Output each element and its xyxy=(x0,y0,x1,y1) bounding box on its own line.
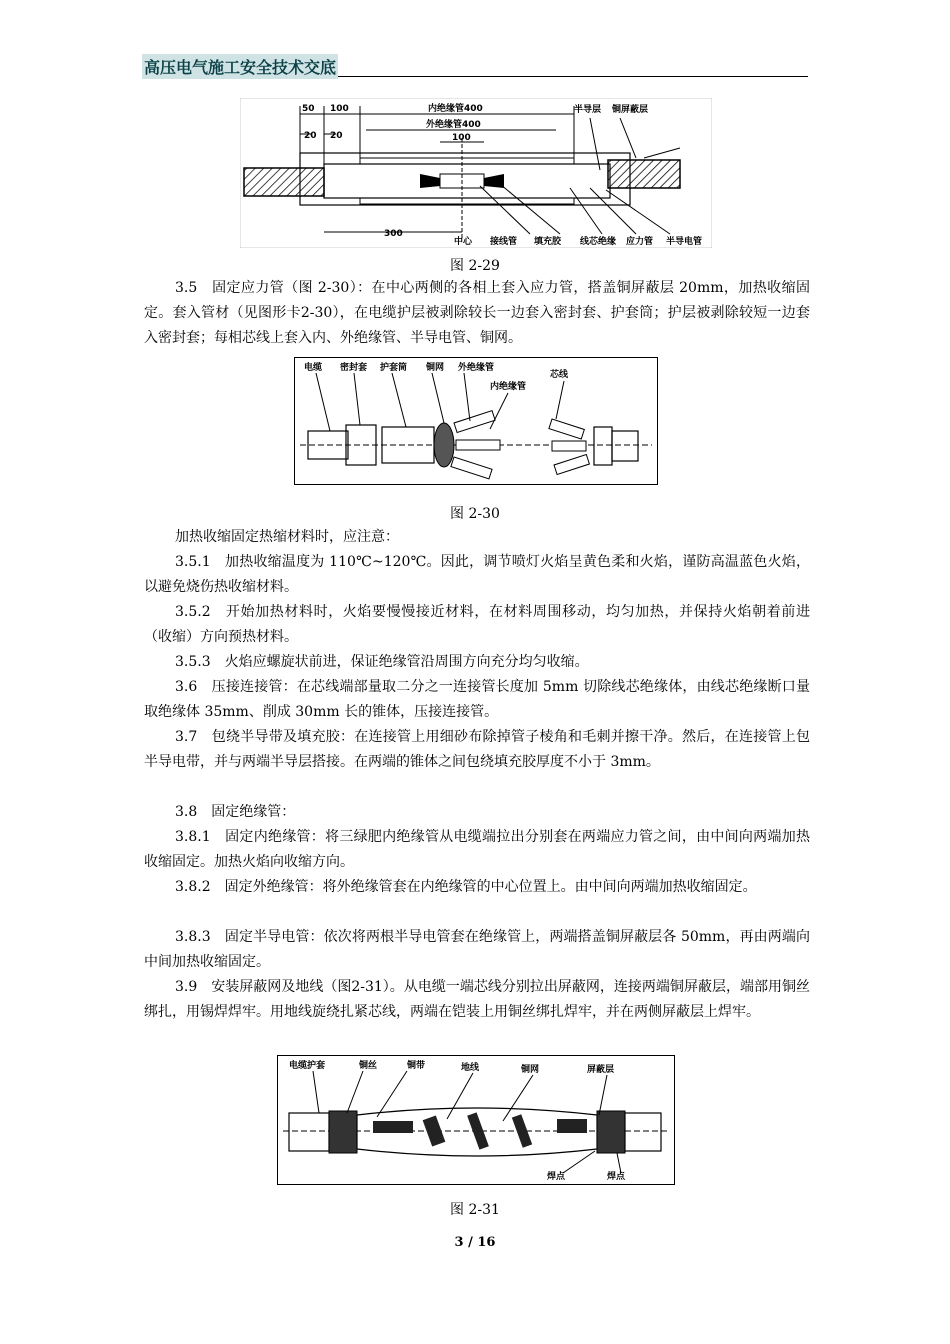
figure-2-31-caption: 图 2-31 xyxy=(450,1202,500,1218)
fig29-label-center: 中心 xyxy=(454,237,473,247)
fig29-label-100b: 100 xyxy=(452,133,471,143)
page-header xyxy=(142,52,808,77)
fig29-label-20b: 20 xyxy=(330,131,343,141)
fig29-label-coreins: 线芯绝缘 xyxy=(580,237,617,247)
fig31-label-weld2: 焊点 xyxy=(607,1172,626,1182)
fig31-label-shield: 屏蔽层 xyxy=(587,1065,615,1075)
cable-left xyxy=(244,168,324,196)
fig31-label-tape: 铜带 xyxy=(407,1061,426,1071)
fig30-label-outer: 外绝缘管 xyxy=(458,363,495,373)
paragraph-3-8: 3.8 固定绝缘管： xyxy=(175,804,296,820)
fig29-label-connector: 接线管 xyxy=(490,237,518,247)
fig30-label-sleeve: 护套筒 xyxy=(380,363,408,373)
paragraph-note: 加热收缩固定热缩材料时，应注意： xyxy=(175,529,399,545)
fig29-label-inner: 内绝缘管400 xyxy=(428,104,483,114)
fig30-label-cable: 电缆 xyxy=(304,363,323,373)
fig29-label-filler: 填充胶 xyxy=(534,237,562,247)
fig29-label-cushield: 铜屏蔽层 xyxy=(612,105,649,115)
paragraph-3-5-3: 3.5.3 火焰应螺旋状前进，保证绝缘管沿周围方向充分均匀收缩。 xyxy=(175,654,589,670)
fig29-label-outer: 外绝缘管400 xyxy=(426,120,481,130)
fig31-label-wire: 铜丝 xyxy=(359,1061,378,1071)
fig29-label-100: 100 xyxy=(330,104,349,114)
fig31-label-weld1: 焊点 xyxy=(547,1172,566,1182)
fig29-label-300: 300 xyxy=(384,229,403,239)
fig31-label-mesh: 铜网 xyxy=(521,1065,540,1075)
fig31-label-jacket: 电缆护套 xyxy=(289,1061,326,1071)
fig29-label-semitube: 半导电管 xyxy=(666,237,703,247)
paragraph-3-5-1: 3.5.1 加热收缩温度为 110℃~120℃。因此，调节喷灯火焰呈黄色柔和火焰，谨防高温蓝色火焰，以避免烧伤热收缩材料。 xyxy=(144,554,810,595)
document-title: 高压电气施工安全技术交底 xyxy=(142,54,338,79)
figure-2-29 xyxy=(240,98,712,248)
page-number: 3 / 16 xyxy=(454,1235,496,1250)
paragraph-3-5-2: 3.5.2 开始加热材料时，火焰要慢慢接近材料，在材料周围移动，均匀加热，并保持火焰朝着前进（收缩）方向预热材料。 xyxy=(144,604,810,645)
paragraph-3-8-3: 3.8.3 固定半导电管：依次将两根半导电管套在绝缘管上，两端搭盖铜屏蔽层各 50mm，再由两端向中间加热收缩固定。 xyxy=(144,929,810,970)
paragraph-3-8-2: 3.8.2 固定外绝缘管：将外绝缘管套在内绝缘管的中心位置上。由中间向两端加热收缩固定。 xyxy=(175,879,757,895)
paragraph-3-9: 3.9 安装屏蔽网及地线（图2-31）。从电缆一端芯线分别拉出屏蔽网，连接两端铜屏蔽层，端部用铜丝绑扎，用锡焊焊牢。用地线旋绕扎紧芯线，两端在铠装上用铜丝绑扎焊牢，并在两侧屏蔽层上焊牢。 xyxy=(144,979,810,1020)
fig29-label-50: 50 xyxy=(302,104,315,114)
paragraph-3-7: 3.7 包绕半导带及填充胶：在连接管上用细砂布除掉管子棱角和毛刺并擦干净。然后，在连接管上包半导电带，并与两端半导层搭接。在两端的锥体之间包绕填充胶厚度不小于 3mm。 xyxy=(144,729,810,770)
figure-2-30 xyxy=(294,357,658,485)
fig30-label-seal: 密封套 xyxy=(340,363,368,373)
figure-2-31 xyxy=(277,1055,675,1185)
cable-right xyxy=(608,160,680,188)
fig30-label-inner: 内绝缘管 xyxy=(490,382,527,392)
figure-2-29-caption: 图 2-29 xyxy=(450,258,500,274)
fig31-label-ground: 地线 xyxy=(461,1063,480,1073)
fig29-label-stress: 应力管 xyxy=(626,237,654,247)
figure-2-30-caption: 图 2-30 xyxy=(450,506,500,522)
fig30-label-core: 芯线 xyxy=(550,370,569,380)
paragraph-3-6: 3.6 压接连接管：在芯线端部量取二分之一连接管长度加 5mm 切除线芯绝缘体，由线芯绝缘断口量取绝缘体 35mm、削成 30mm 长的锥体，压接连接管。 xyxy=(144,679,810,720)
paragraph-3-5: 3.5 固定应力管（图 2-30）：在中心两侧的各相上套入应力管，搭盖铜屏蔽层 20mm，加热收缩固定。套入管材（见图形卡2-30），在电缆护层被剥除较长一边套入密封套、护套筒；护层被剥除较短一边套入密封套；每相芯线上套入内、外绝缘管、半导电管、铜网。 xyxy=(144,280,810,346)
fig29-label-semi: 半导层 xyxy=(574,105,602,115)
paragraph-3-8-1: 3.8.1 固定内绝缘管：将三绿肥内绝缘管从电缆端拉出分别套在两端应力管之间，由中间向两端加热收缩固定。加热火焰向收缩方向。 xyxy=(144,829,810,870)
fig29-label-20a: 20 xyxy=(304,131,317,141)
fig30-label-mesh: 铜网 xyxy=(426,363,445,373)
